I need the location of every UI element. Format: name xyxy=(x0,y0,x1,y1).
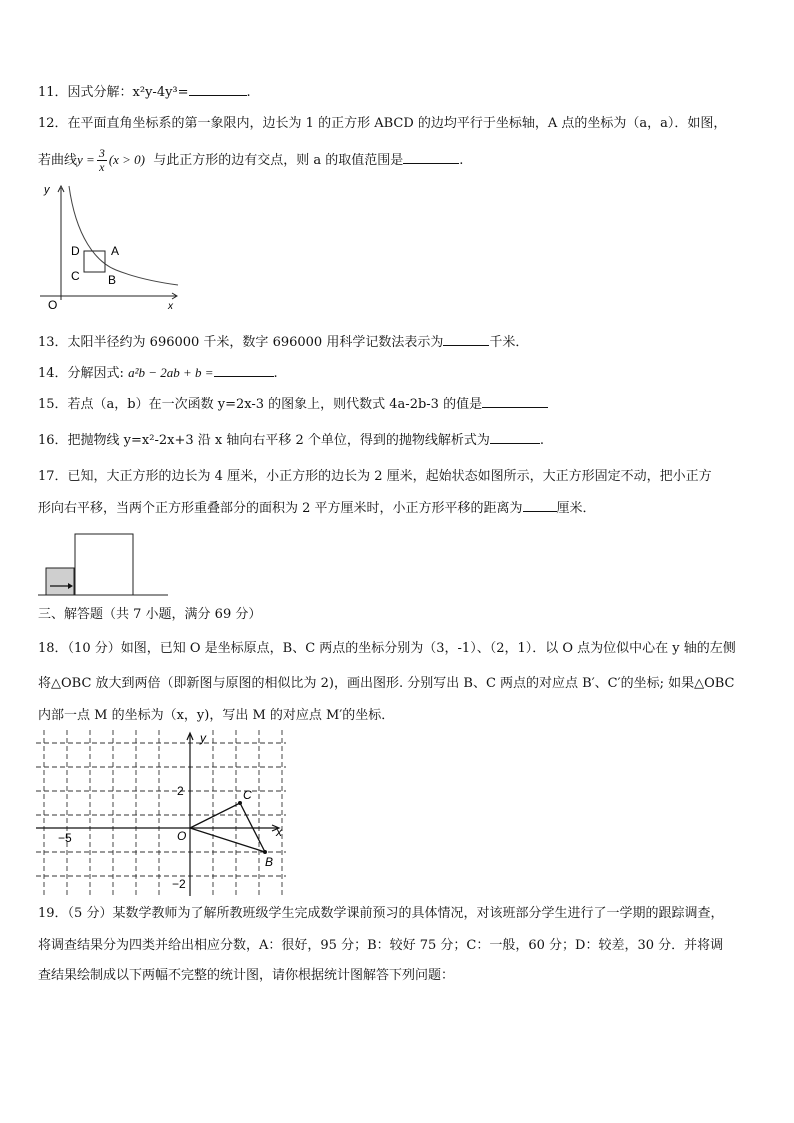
question-11 xyxy=(38,83,251,102)
q15-text: 15．若点（a，b）在一次函数 y=2x-3 的图象上，则代数式 4a-2b-3 的值是 xyxy=(38,397,483,412)
question-13 xyxy=(38,333,528,352)
q12-prefix: 若曲线 xyxy=(38,153,78,168)
q12-condition: (x > 0) xyxy=(108,152,146,167)
answer-blank xyxy=(523,499,557,512)
q14-text: 14．分解因式: xyxy=(38,366,124,381)
q14-end: . xyxy=(273,366,278,381)
point-c xyxy=(238,801,242,805)
y-label: y xyxy=(200,731,206,745)
question-19-line-1: 19．（5 分）某数学教师为了解所教班级学生完成数学课前预习的具体情况，对该班部分学生进行了一学期的跟踪调查， xyxy=(38,906,724,921)
answer-blank xyxy=(443,333,489,346)
hyperbola-curve xyxy=(69,186,178,285)
point-b-label: B xyxy=(108,273,117,287)
y-label: y xyxy=(44,184,50,196)
q12-suffix: 与此正方形的边有交点，则 a 的取值范围是 xyxy=(153,153,404,168)
question-18-line-1: 18．（10 分）如图，已知 O 是坐标原点，B、C 两点的坐标分别为（3，-1）、（2，1）．以 O 点为位似中心在 y 轴的左侧 xyxy=(38,641,736,656)
question-16 xyxy=(38,431,544,450)
point-b-label: B xyxy=(265,855,274,869)
x-label: x xyxy=(276,825,282,839)
question-18-line-3: 内部一点 M 的坐标为（x，y)，写出 M 的对应点 M′的坐标． xyxy=(38,708,395,723)
dashed-grid xyxy=(36,730,286,896)
x-label: x xyxy=(168,301,173,312)
point-d-label: D xyxy=(71,244,80,258)
q17-figure xyxy=(38,530,170,600)
question-19-line-3: 查结果绘制成以下两幅不完整的统计图，请你根据统计图解答下列问题： xyxy=(38,968,455,983)
q12-frac-den: x xyxy=(99,160,105,174)
answer-blank xyxy=(482,395,548,408)
tick-label-neg5: −5 xyxy=(58,831,72,845)
q12-frac-num: 3 xyxy=(98,146,105,160)
tick-label-neg2: −2 xyxy=(172,877,186,891)
answer-blank xyxy=(214,364,274,377)
point-b xyxy=(263,850,267,854)
q17-end: 厘米． xyxy=(556,501,596,516)
origin-label: O xyxy=(177,829,187,843)
q14-expr: a²b − 2ab + b = xyxy=(128,365,214,380)
q13-text: 13．太阳半径约为 696000 千米，数字 696000 用科学记数法表示为 xyxy=(38,335,444,350)
question-12-line-2 xyxy=(38,140,463,181)
large-square xyxy=(75,534,133,595)
origin-label: O xyxy=(48,298,58,312)
q16-end: . xyxy=(539,433,545,448)
answer-blank xyxy=(490,431,540,444)
q12-y-eq: y = xyxy=(77,152,95,167)
q12-end: . xyxy=(459,153,464,168)
answer-blank xyxy=(403,151,459,164)
tick-label-2: 2 xyxy=(177,784,184,798)
answer-blank xyxy=(189,83,247,96)
question-15 xyxy=(38,395,548,414)
q13-end: 千米． xyxy=(489,335,529,350)
q12-figure xyxy=(36,182,186,314)
point-c-label: C xyxy=(71,269,80,283)
question-17-line-1: 17．已知，大正方形的边长为 4 厘米，小正方形的边长为 2 厘米，起始状态如图所示，大正方形固定不动，把小正方 xyxy=(38,469,712,484)
q12-fraction xyxy=(97,147,107,174)
q17-line2: 形向右平移，当两个正方形重叠部分的面积为 2 平方厘米时，小正方形平移的距离为 xyxy=(38,501,523,516)
question-14 xyxy=(38,364,278,383)
point-c-label: C xyxy=(243,788,252,802)
question-17-line-2 xyxy=(38,499,596,518)
question-18-line-2: 将△OBC 放大到两倍（即新图与原图的相似比为 2)，画出图形. 分别写出 B、C 两点的对应点 B′、C′的坐标; 如果△OBC xyxy=(38,676,735,691)
question-19-line-2: 将调查结果分为四类并给出相应分数，A：很好，95 分；B：较好 75 分；C：一般，60 分；D：较差，30 分．并将调 xyxy=(38,938,724,953)
question-12-line-1: 12．在平面直角坐标系的第一象限内，边长为 1 的正方形 ABCD 的边均平行于坐标轴，A 点的坐标为（a，a）．如图， xyxy=(38,116,727,131)
q11-text: 11．因式分解：x²y-4y³= xyxy=(38,85,189,100)
q11-end: . xyxy=(246,85,251,100)
q18-grid-figure xyxy=(36,730,286,896)
q16-text: 16．把抛物线 y=x²-2x+3 沿 x 轴向右平移 2 个单位，得到的抛物线解析式为 xyxy=(38,433,490,448)
small-square xyxy=(46,568,74,595)
section-3-title: 三、解答题（共 7 小题，满分 69 分） xyxy=(38,607,262,622)
point-a-label: A xyxy=(111,244,120,258)
